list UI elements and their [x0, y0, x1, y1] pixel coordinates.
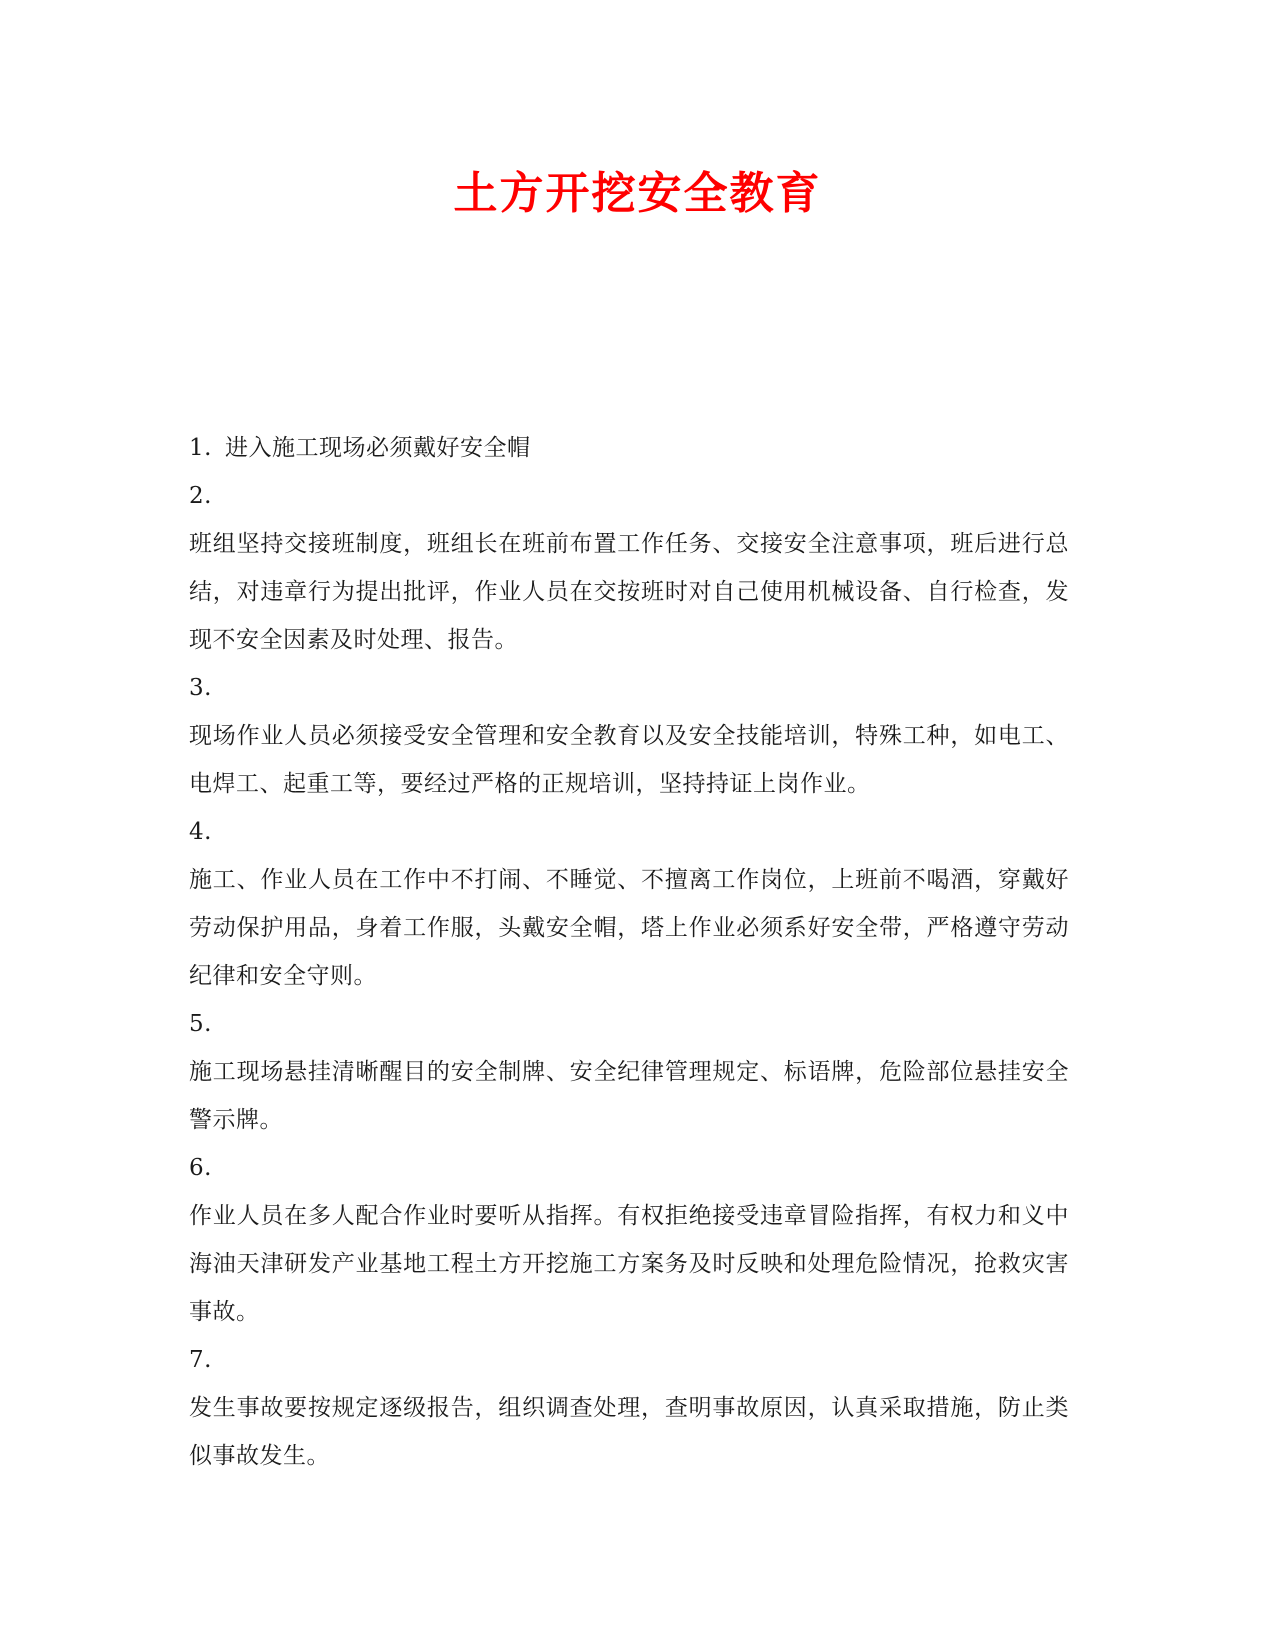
item-number: 1. — [189, 435, 212, 461]
item-number: 4. — [189, 819, 212, 845]
item-text: 施工、作业人员在工作中不打闹、不睡觉、不擅离工作岗位，上班前不喝酒，穿戴好劳动保护用品，身着工作服，头戴安全帽，塔上作业必须系好安全带，严格遵守劳动纪律和安全守则。 — [189, 867, 1069, 989]
document-body — [189, 424, 1069, 1480]
item-text: 发生事故要按规定逐级报告，组织调查处理，查明事故原因，认真采取措施，防止类似事故发生。 — [189, 1395, 1069, 1469]
item-number: 5. — [189, 1011, 212, 1037]
item-number: 6. — [189, 1155, 212, 1181]
item-text: 进入施工现场必须戴好安全帽 — [225, 435, 531, 461]
item-text: 现场作业人员必须接受安全管理和安全教育以及安全技能培训，特殊工种，如电工、电焊工、起重工等，要经过严格的正规培训，坚持持证上岗作业。 — [189, 723, 1069, 797]
item-number: 3. — [189, 675, 212, 701]
document-title: 土方开挖安全教育 — [453, 168, 822, 219]
list-item-1 — [189, 424, 1069, 472]
item-text: 班组坚持交接班制度，班组长在班前布置工作任务、交接安全注意事项，班后进行总结，对违章行为提出批评，作业人员在交按班时对自己使用机械设备、自行检查，发现不安全因素及时处理、报告。 — [189, 531, 1069, 653]
item-number: 7. — [189, 1347, 212, 1373]
item-number: 2. — [189, 483, 212, 509]
item-text: 作业人员在多人配合作业时要听从指挥。有权拒绝接受违章冒险指挥，有权力和义中海油天津研发产业基地工程土方开挖施工方案务及时反映和处理危险情况，抢救灾害事故。 — [189, 1203, 1069, 1325]
item-text: 施工现场悬挂清晰醒目的安全制牌、安全纪律管理规定、标语牌，危险部位悬挂安全警示牌。 — [189, 1059, 1069, 1133]
